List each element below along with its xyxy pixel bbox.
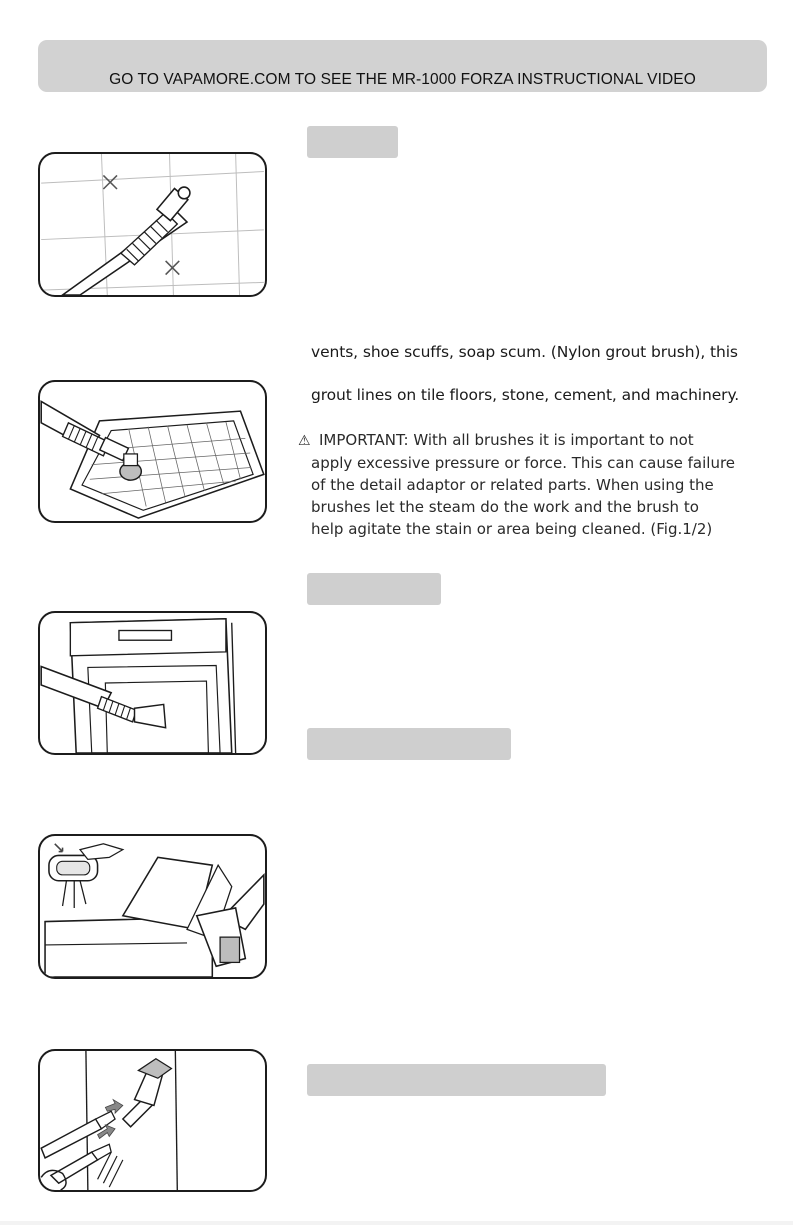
important-notice [298,429,758,540]
body-line: vents, shoe scuffs, soap scum. (Nylon grout brush), this [311,343,738,361]
section-heading-bar-2 [307,573,441,605]
round-brush-on-grill-figure [38,380,267,523]
section-heading-bar-3 [307,728,511,760]
fabric-steaming-illustration [40,836,265,977]
grout-brush-on-tile-figure [38,152,267,297]
scraper-illustration [40,613,265,753]
attachment-connection-illustration [40,1051,265,1190]
fabric-steaming-figure [38,834,267,979]
section-heading-bar-4 [307,1064,606,1096]
warning-triangle-icon: ⚠ [298,433,311,449]
banner-text: GO TO VAPAMORE.COM TO SEE THE MR-1000 FORZA INSTRUCTIONAL VIDEO [109,71,696,88]
grout-brush-illustration [40,154,265,295]
important-line: apply excessive pressure or force. This can cause failure [311,454,736,472]
important-line: help agitate the stain or area being cleaned. (Fig.1/2) [311,520,713,538]
important-line: of the detail adaptor or related parts. When using the [311,476,714,494]
top-banner [38,40,767,92]
important-line: brushes let the steam do the work and the brush to [311,498,699,516]
scraper-on-oven-figure [38,611,267,755]
important-line: : With all brushes it is important to not [403,431,694,449]
attachment-connection-figure [38,1049,267,1192]
round-brush-illustration [40,382,265,521]
body-line: grout lines on tile floors, stone, cement, and machinery. [311,386,740,404]
important-first-line [298,429,758,452]
section-heading-bar-1 [307,126,398,158]
page-bottom-edge [0,1221,793,1225]
important-label: IMPORTANT [319,431,404,449]
